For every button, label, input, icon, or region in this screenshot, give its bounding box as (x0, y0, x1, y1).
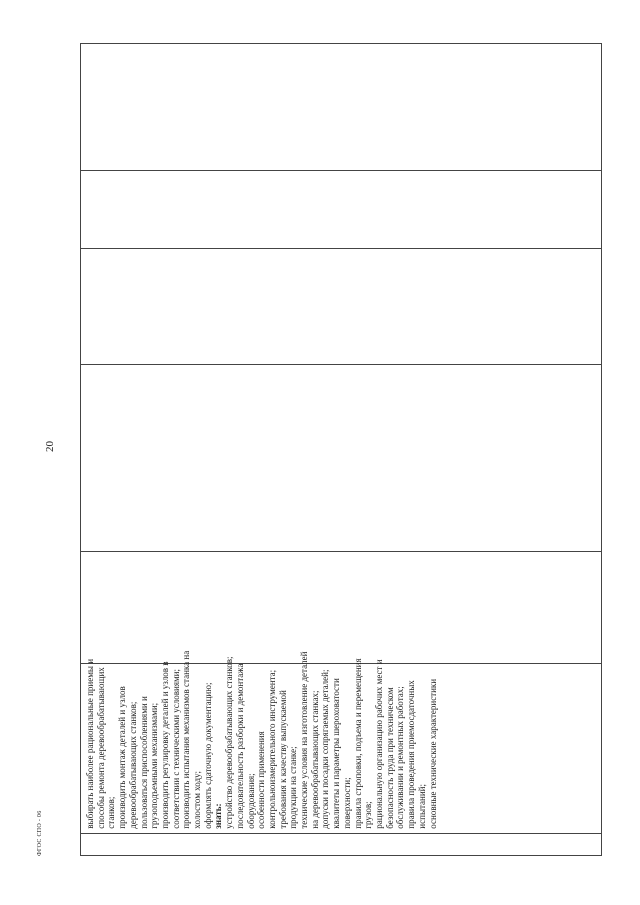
skill-line: пользоваться приспособлениями и (138, 696, 149, 829)
table-cell (81, 249, 602, 365)
skill-line: последовательность разборки и демонтажа (234, 663, 245, 829)
skill-line: требования к качеству выпускаемой (277, 690, 288, 829)
skill-line: оборудования; (245, 773, 256, 829)
skill-line: контрольноизмерительного инструмента; (266, 669, 277, 829)
skill-line: правила проведения приемосдаточных (406, 680, 417, 829)
skill-line: соответствии с техническими условиями; (170, 669, 181, 829)
competency-table (80, 43, 602, 856)
table-cell (81, 552, 602, 664)
table-cell (81, 170, 602, 249)
skill-line: продукции на станке; (288, 746, 299, 829)
skill-line: квалитеты и параметры шероховатости (331, 678, 342, 829)
skill-line: устройство деревообрабатывающих станков; (224, 656, 235, 829)
skill-line: на деревообрабатывающих станках; (309, 690, 320, 829)
skill-line: грузов; (363, 801, 374, 829)
skill-line: способы ремонта деревообрабатывающих (95, 667, 106, 829)
skill-line: испытаний; (416, 784, 427, 829)
skills-knowledge-cell (81, 650, 602, 833)
skill-line: рациональную организацию рабочих мест и (373, 659, 384, 829)
skill-line: правила строповки, подъема и перемещения (352, 658, 363, 829)
skill-line: производить испытания механизмов станка на (181, 650, 192, 829)
skill-line: производить регулировку деталей и узлов в (159, 661, 170, 829)
skill-line: технические условия на изготовление деталей (299, 651, 310, 829)
table-row (81, 44, 602, 856)
skill-line: оформлять сдаточную документацию; (202, 682, 213, 829)
skill-line: особенности применения (256, 731, 267, 829)
skill-line: поверхности; (341, 777, 352, 829)
page-number: 20 (44, 441, 56, 452)
skill-line: выбирать наиболее рациональные приемы и (85, 658, 95, 829)
skill-line: обслуживании и ремонтных работах; (395, 686, 406, 829)
skill-line: производить монтаж деталей и узлов (117, 686, 128, 829)
skill-line: основные технические характеристики (427, 678, 438, 829)
skill-line: деревообрабатывающих станков; (127, 701, 138, 829)
skill-line: станков; (106, 796, 117, 829)
table-cell (81, 44, 602, 171)
table-cell-index (81, 833, 602, 855)
knowledge-heading: знать: (213, 803, 224, 829)
skill-line: грузоподъемными механизмами; (149, 702, 160, 829)
skill-line: холостом ходу; (192, 770, 203, 829)
skill-line: безопасность труда при техническом (384, 687, 395, 829)
footer-code: ФГОС СПО - 06 (37, 810, 43, 856)
table-cell (81, 365, 602, 552)
skill-line: допуски и посадки сопрягаемых деталей; (320, 669, 331, 829)
